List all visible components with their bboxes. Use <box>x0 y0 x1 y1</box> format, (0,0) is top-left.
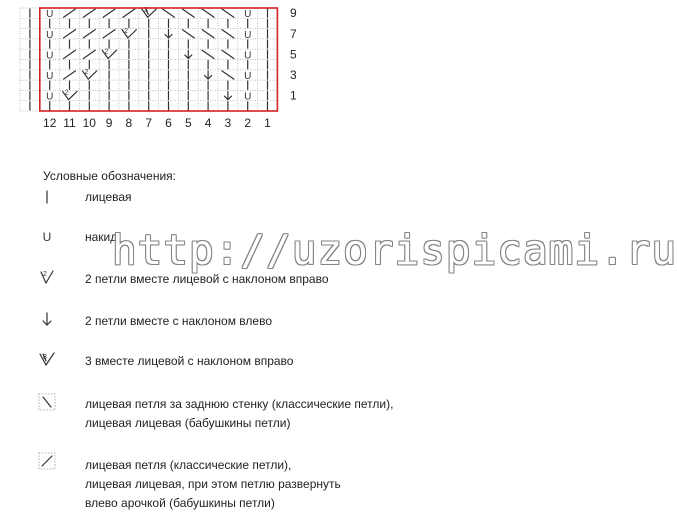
column-number: 12 <box>43 116 57 130</box>
row-number: 9 <box>290 6 297 21</box>
yarn-over-stitch: U <box>46 70 54 82</box>
watermark: http://uzorispicami.ru <box>112 226 677 274</box>
legend-text-back-loop-2: лицевая лицевая (бабушкины петли) <box>85 416 291 430</box>
column-number: 6 <box>165 116 172 130</box>
yarn-over-stitch: U <box>244 50 252 62</box>
legend-text-slant-3: влево арочкой (бабушкины петли) <box>85 496 275 510</box>
row-number: 5 <box>290 47 297 62</box>
legend-text-slant-1: лицевая петля (классические петли), <box>85 458 292 472</box>
legend-text-k3tog-right: 3 вместе лицевой с наклоном вправо <box>85 354 294 368</box>
row-number: 1 <box>290 88 297 103</box>
k2tog-right-stitch: 2 <box>84 68 89 76</box>
knit-icon <box>38 188 56 206</box>
yarn-over-stitch: U <box>244 91 252 103</box>
legend-title: Условные обозначения: <box>43 169 176 183</box>
k3tog-right-icon <box>38 350 56 368</box>
legend-text-k2tog-left: 2 петли вместе с наклоном влево <box>85 314 272 328</box>
legend-text-slant-2: лицевая лицевая, при этом петлю развернуть <box>85 477 341 491</box>
k3tog-right-stitch: 3 <box>143 7 148 15</box>
column-number: 9 <box>105 116 113 130</box>
legend-text-back-loop-1: лицевая петля за заднюю стенку (классические петли), <box>85 397 394 411</box>
column-number: 8 <box>125 116 133 130</box>
yarn-over-stitch: U <box>244 9 252 21</box>
yarn-over-stitch: U <box>46 29 54 41</box>
k2tog-right-stitch: 2 <box>64 89 69 97</box>
column-number: 4 <box>204 116 212 130</box>
yarn-over-stitch: U <box>46 9 54 21</box>
yarn-over-icon <box>38 228 56 246</box>
k2tog-left-icon <box>38 310 56 328</box>
column-number: 2 <box>244 116 252 130</box>
column-number: 3 <box>224 116 232 130</box>
column-number: 7 <box>145 116 153 130</box>
column-number: 10 <box>82 116 96 130</box>
row-number: 7 <box>290 26 297 41</box>
k3tog-right-digit: 3 <box>43 354 47 361</box>
k2tog-right-stitch: 2 <box>104 48 109 56</box>
k2tog-right-stitch: 2 <box>124 27 129 35</box>
column-number: 11 <box>63 116 76 130</box>
column-number: 1 <box>264 116 271 130</box>
yarn-over-glyph: U <box>42 230 52 244</box>
legend-text-k2tog-right: 2 петли вместе лицевой с наклоном вправо <box>85 272 329 286</box>
legend-text-knit: лицевая <box>85 190 132 204</box>
knit-slant-icon <box>38 452 56 470</box>
yarn-over-stitch: U <box>46 50 54 62</box>
yarn-over-stitch: U <box>46 91 54 103</box>
k2tog-right-icon <box>38 268 56 286</box>
yarn-over-stitch: U <box>244 29 252 41</box>
column-number: 5 <box>184 116 192 130</box>
legend-text-yarn-over: накид <box>85 230 118 244</box>
k2tog-right-digit: 2 <box>43 271 47 278</box>
knit-back-loop-icon <box>38 393 56 411</box>
yarn-over-stitch: U <box>244 70 252 82</box>
row-number: 3 <box>290 67 297 82</box>
